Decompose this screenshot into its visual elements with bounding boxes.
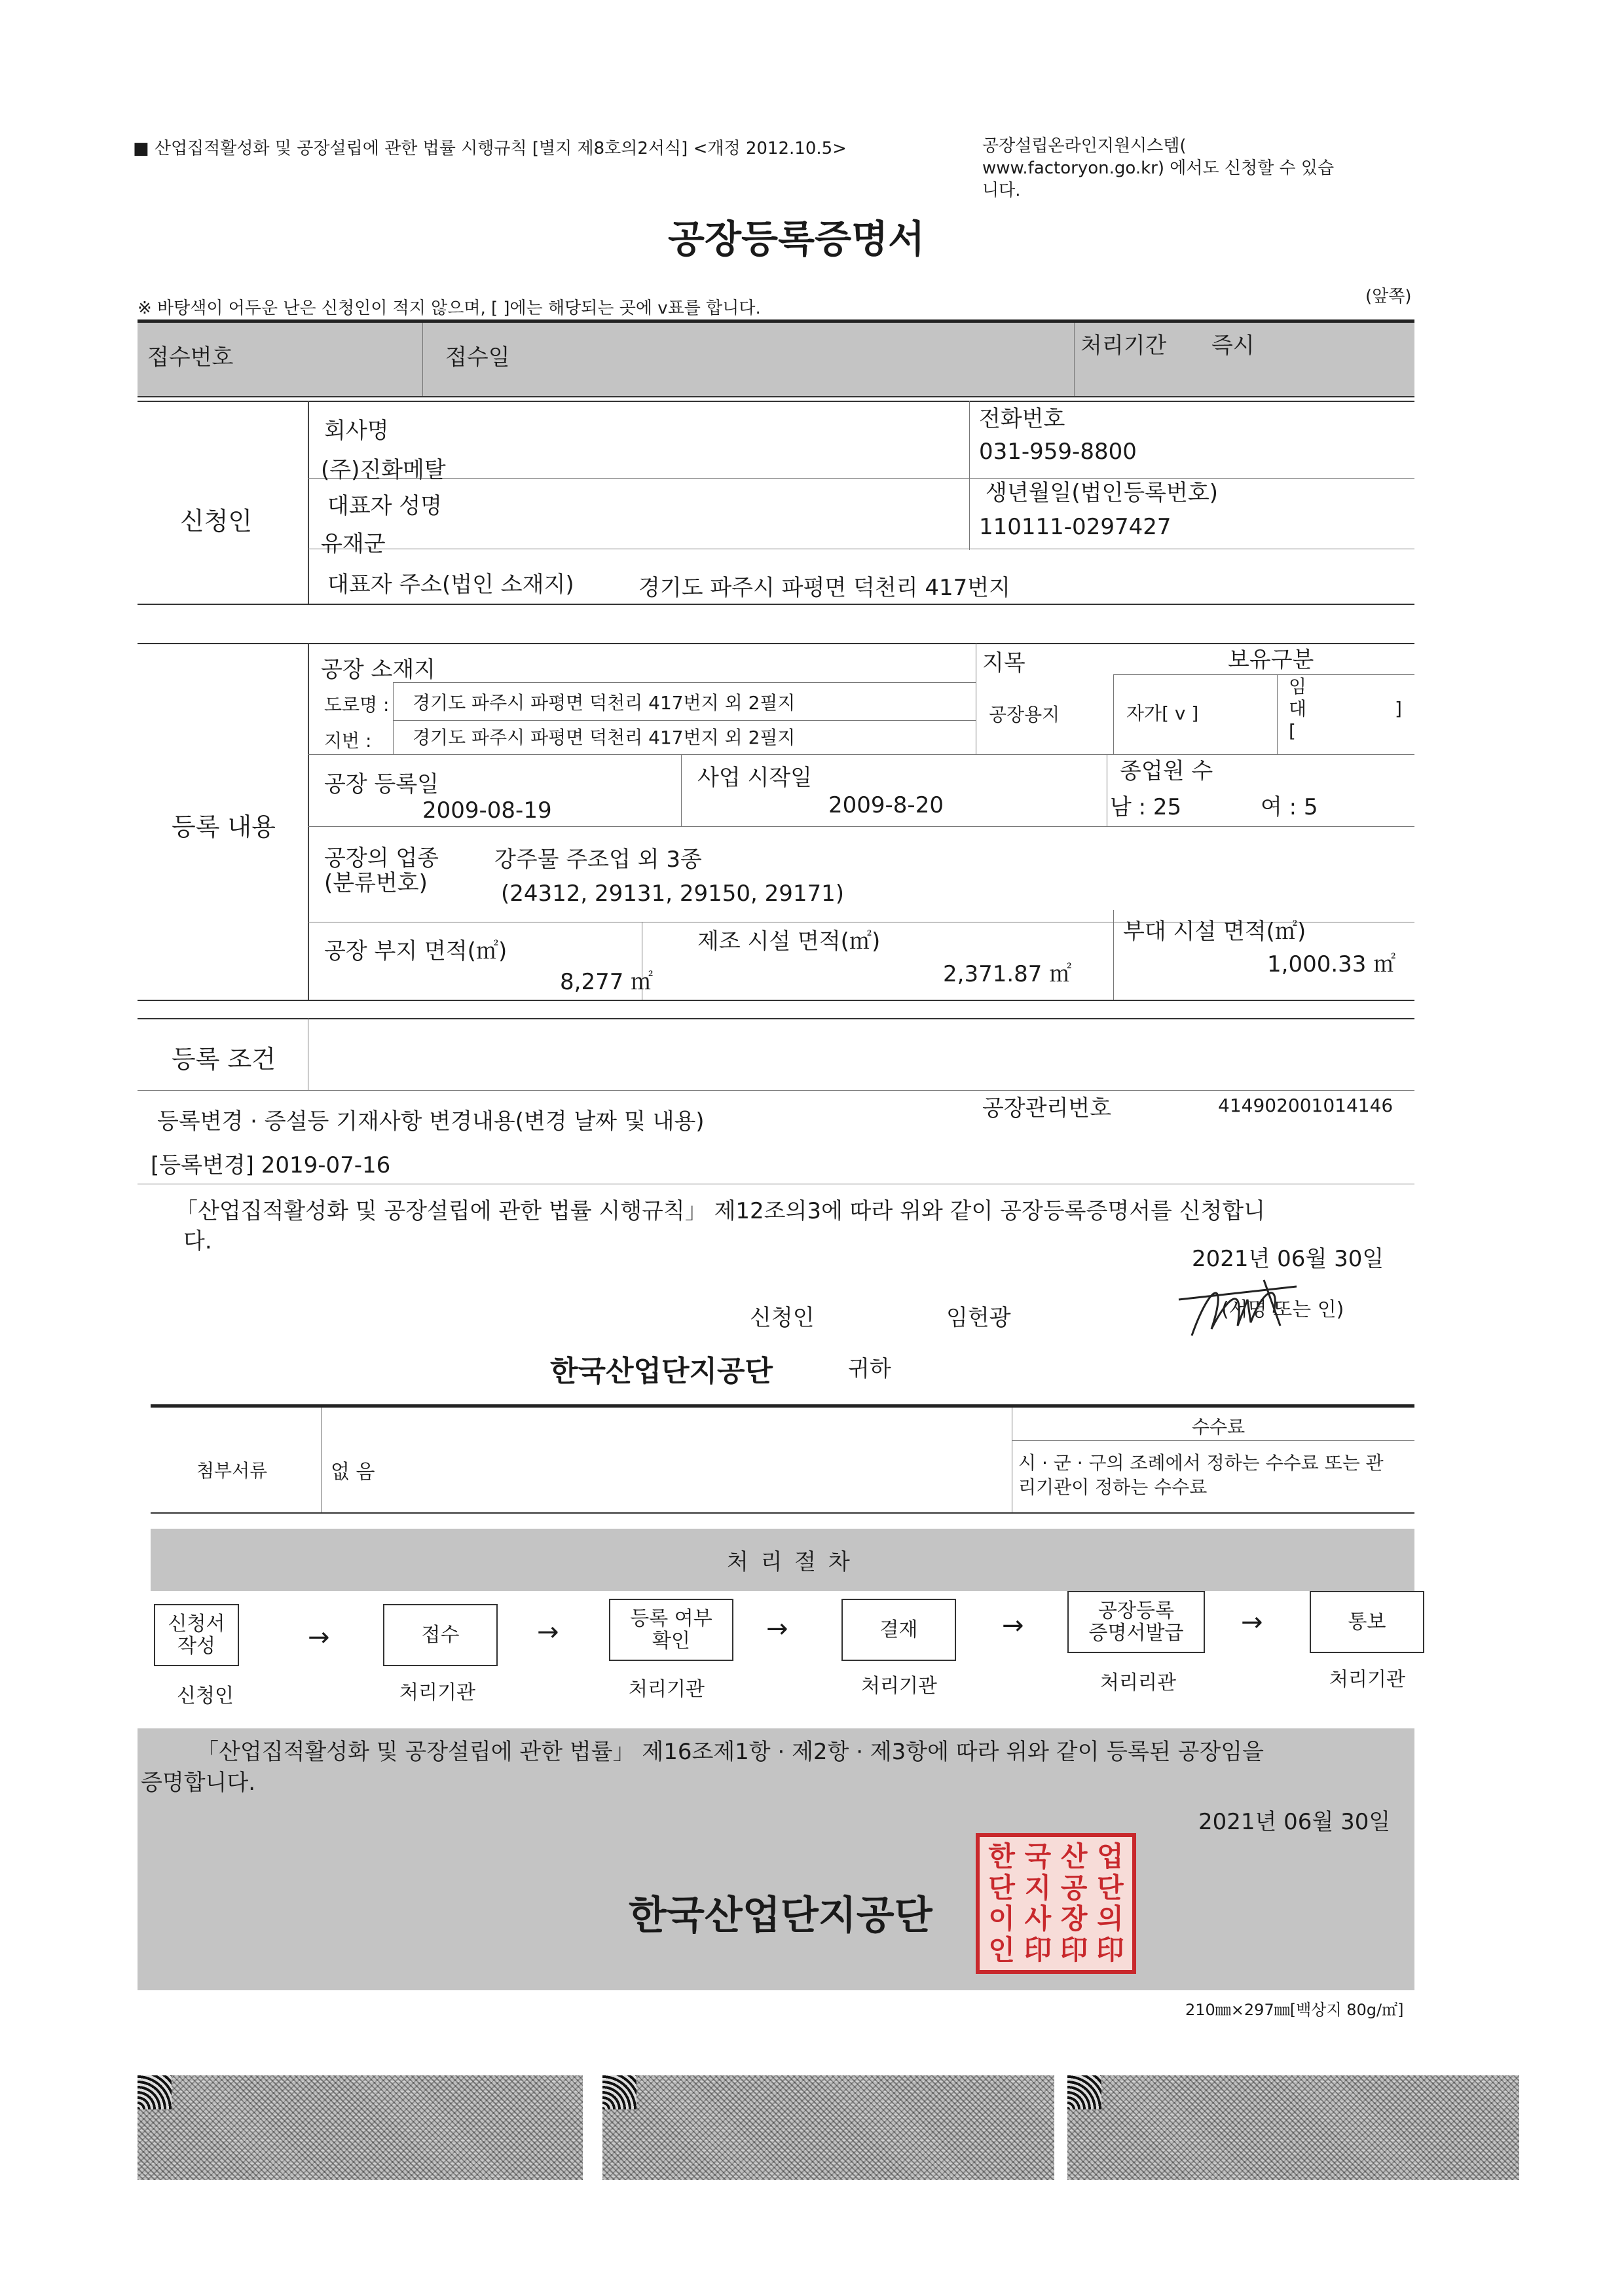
ownership-lease-checkbox: 임 대 [ (1289, 676, 1307, 742)
road-address-value: 경기도 파주시 파평면 덕천리 417번지 외 2필지 (413, 692, 796, 714)
change-label: 등록변경 · 증설등 기재사항 변경내용(변경 날짜 및 내용) (157, 1108, 705, 1135)
ownership-label: 보유구분 (1228, 647, 1314, 673)
company-name-label: 회사명 (324, 418, 389, 444)
arrow-icon: → (1002, 1611, 1024, 1641)
step-2-actor: 처리기관 (399, 1681, 475, 1704)
ownership-lease-bracket: ] (1395, 698, 1402, 720)
site-area-value: 8,277 ㎡ (560, 969, 654, 995)
fee-line-2: 리기관이 정하는 수수료 (1018, 1476, 1208, 1498)
receipt-number-label: 접수번호 (147, 344, 234, 371)
step-4-actor: 처리기관 (861, 1675, 937, 1698)
land-category-label: 지목 (982, 650, 1025, 676)
lot-address-value: 경기도 파주시 파평면 덕천리 417번지 외 2필지 (413, 727, 796, 748)
industry-label: 공장의 업종 (분류번호) (324, 845, 439, 896)
arrow-icon: → (1241, 1607, 1263, 1637)
industry-value: 강주물 주조업 외 3종 (494, 847, 702, 873)
security-pattern (602, 2075, 1054, 2180)
mfg-area-value: 2,371.87 ㎡ (943, 961, 1072, 987)
step-1-actor: 신청인 (177, 1685, 234, 1707)
mfg-area-label: 제조 시설 면적(㎡) (697, 928, 881, 955)
paper-spec: 210㎜×297㎜[백상지 80g/㎡] (1185, 2001, 1404, 2019)
birth-corp-value: 110111-0297427 (979, 514, 1172, 540)
step-6-actor: 처리기관 (1329, 1668, 1405, 1691)
online-notice-3: 니다. (982, 181, 1021, 200)
page-side: (앞쪽) (1365, 287, 1412, 306)
aux-area-label: 부대 시설 면적(㎡) (1123, 919, 1306, 945)
birth-corp-label: 생년월일(법인등록번호) (986, 480, 1218, 506)
factory-location-label: 공장 소재지 (321, 657, 436, 683)
start-date-value: 2009-8-20 (828, 792, 944, 818)
signature-label: (서명 또는 인) (1221, 1298, 1344, 1321)
mgmt-number-value: 414902001014146 (1218, 1095, 1393, 1116)
registration-section-label: 등록 내용 (172, 812, 276, 841)
recipient-honorific: 귀하 (848, 1356, 891, 1382)
recipient-name: 한국산업단지공단 (550, 1355, 773, 1388)
employees-label: 종업원 수 (1120, 758, 1213, 784)
shading-note: ※ 바탕색이 어두운 난은 신청인이 적지 않으며, [ ]에는 해당되는 곳에 v표를 합니다. (138, 299, 761, 318)
security-pattern (138, 2075, 583, 2180)
document-title: 공장등록증명서 (668, 217, 925, 261)
official-seal: 한 국 산 업 단 지 공 단 이 사 장 의 인 印 印 印 (976, 1833, 1136, 1974)
step-3-actor: 처리기관 (629, 1678, 705, 1701)
change-value: [등록변경] 2019-07-16 (151, 1152, 391, 1178)
step-6-box: 통보 (1310, 1591, 1424, 1653)
lot-address-label: 지번 : (324, 730, 372, 752)
step-3-box: 등록 여부 확인 (609, 1599, 733, 1661)
site-area-label: 공장 부지 면적(㎡) (324, 938, 507, 964)
online-notice-1: 공장설립온라인지원시스템( (982, 136, 1187, 156)
mgmt-number-label: 공장관리번호 (982, 1095, 1112, 1121)
certification-date: 2021년 06월 30일 (1198, 1809, 1391, 1835)
employees-male: 남 : 25 (1110, 794, 1182, 820)
step-5-actor: 처리리관 (1100, 1671, 1176, 1694)
aux-area-value: 1,000.33 ㎡ (1267, 951, 1396, 977)
registration-date-label: 공장 등록일 (324, 771, 439, 797)
security-pattern (1067, 2075, 1519, 2180)
address-value: 경기도 파주시 파평면 덕천리 417번지 (638, 575, 1010, 601)
step-5-box: 공장등록 증명서발급 (1067, 1591, 1205, 1653)
attachments-label: 첨부서류 (196, 1460, 268, 1482)
receipt-date-label: 접수일 (445, 344, 510, 371)
issuer-name: 한국산업단지공단 (629, 1893, 932, 1939)
certification-line-1: 「산업집적활성화 및 공장설립에 관한 법률」 제16조제1항 · 제2항 · 제3항에 따라 위와 같이 등록된 공장임을 (196, 1739, 1264, 1765)
fee-line-1: 시 · 군 · 구의 조례에서 정하는 수수료 또는 관 (1018, 1452, 1384, 1474)
step-4-box: 결재 (841, 1599, 956, 1661)
applicant-section-label: 신청인 (180, 507, 253, 536)
procedure-title: 처 리 절 차 (727, 1549, 853, 1575)
applicant-sign-label: 신청인 (750, 1305, 815, 1331)
fee-label: 수수료 (1192, 1416, 1246, 1438)
processing-period-value: 즉시 (1211, 333, 1255, 359)
conditions-label: 등록 조건 (172, 1045, 276, 1074)
phone-label: 전화번호 (979, 406, 1065, 432)
registration-date-value: 2009-08-19 (422, 797, 552, 824)
employees-female: 여 : 5 (1261, 794, 1318, 820)
statement-line-1: 「산업집적활성화 및 공장설립에 관한 법률 시행규칙」 제12조의3에 따라 위와 같이 공장등록증명서를 신청합니 (175, 1198, 1266, 1224)
application-date: 2021년 06월 30일 (1192, 1246, 1384, 1272)
land-category-value: 공장용지 (989, 704, 1060, 725)
industry-codes: (24312, 29131, 29150, 29171) (501, 881, 845, 907)
processing-period-label: 처리기간 (1080, 333, 1167, 359)
applicant-name: 임헌광 (946, 1305, 1011, 1331)
ownership-own-checkbox: 자가[ v ] (1126, 702, 1199, 724)
online-notice-2: www.factoryon.go.kr) 에서도 신청할 수 있습 (982, 158, 1335, 178)
step-2-box: 접수 (383, 1604, 498, 1666)
certification-block (138, 1728, 1414, 1990)
representative-value: 유재군 (321, 531, 386, 557)
arrow-icon: → (537, 1617, 559, 1647)
road-address-label: 도로명 : (324, 694, 390, 716)
law-reference: ■ 산업집적활성화 및 공장설립에 관한 법률 시행규칙 [별지 제8호의2서식] <개정 2012.10.5> (133, 139, 847, 158)
company-name-value: (주)진화메탈 (321, 457, 446, 483)
phone-value: 031-959-8800 (979, 439, 1137, 465)
address-label: 대표자 주소(법인 소재지) (327, 572, 574, 598)
representative-label: 대표자 성명 (327, 493, 443, 519)
attachments-value: 없 음 (331, 1461, 375, 1484)
arrow-icon: → (308, 1622, 330, 1652)
statement-line-2: 다. (183, 1228, 212, 1254)
start-date-label: 사업 시작일 (697, 765, 813, 791)
certification-line-2: 증명합니다. (141, 1770, 256, 1796)
signature-icon (1166, 1260, 1310, 1352)
arrow-icon: → (766, 1614, 788, 1644)
step-1-box: 신청서 작성 (154, 1604, 239, 1666)
